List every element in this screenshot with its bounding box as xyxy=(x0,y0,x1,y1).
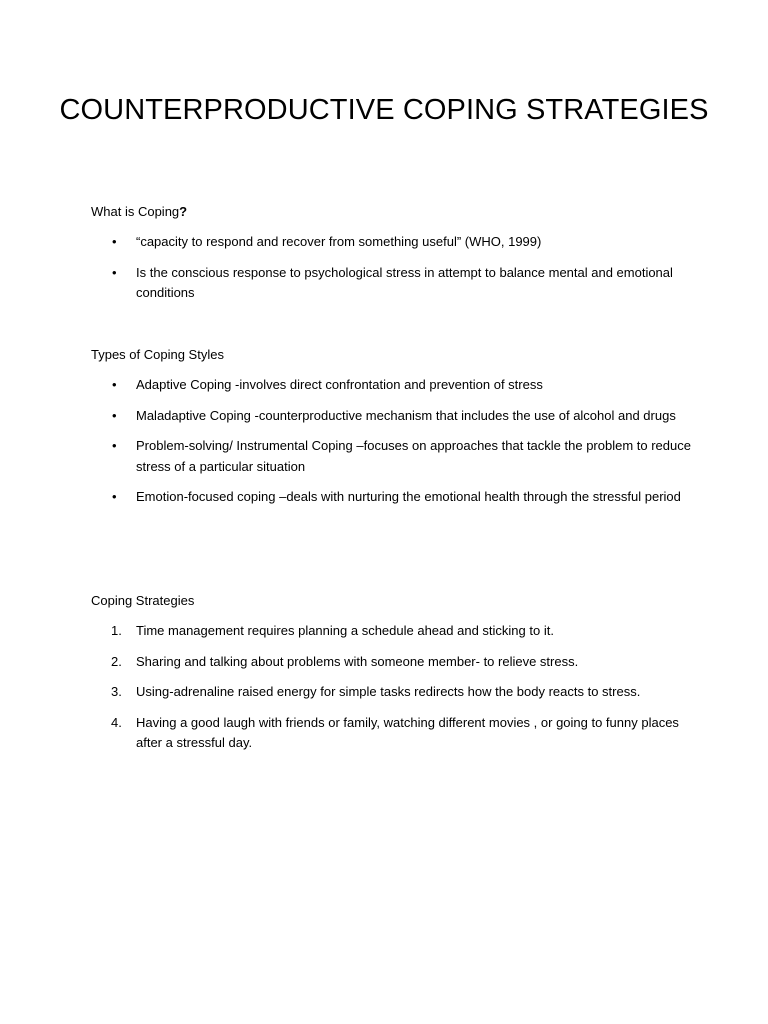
section-types-of-coping-styles xyxy=(91,345,691,518)
page-title: COUNTERPRODUCTIVE COPING STRATEGIES xyxy=(59,94,709,126)
list-item-text: Sharing and talking about problems with someone member- to relieve stress. xyxy=(136,653,579,669)
list-number: 4. xyxy=(111,714,122,730)
list-item-text: “capacity to respond and recover from something useful” (WHO, 1999) xyxy=(136,234,542,249)
list-item-text: Emotion-focused coping –deals with nurturing the emotional health through the stressful period xyxy=(136,489,681,504)
bullet-icon: • xyxy=(112,264,117,280)
section-heading: Types of Coping Styles xyxy=(91,347,224,362)
bullet-icon: • xyxy=(112,377,117,392)
list-item-text: Having a good laugh with friends or family, watching different movies , or going to funny places after a stressful day. xyxy=(136,714,679,750)
list-item xyxy=(91,621,691,642)
list-item xyxy=(91,375,691,396)
section-heading xyxy=(91,202,691,222)
list-item xyxy=(91,682,691,703)
list-item xyxy=(91,406,691,427)
bullet-icon: • xyxy=(112,234,117,249)
bullet-list xyxy=(91,232,691,304)
list-item xyxy=(91,436,691,477)
bullet-icon: • xyxy=(112,438,117,453)
list-item-text: Problem-solving/ Instrumental Coping –focuses on approaches that tackle the problem to reduce stress of a particular situation xyxy=(136,438,691,474)
heading-text: What is Coping xyxy=(91,204,180,219)
list-item xyxy=(91,652,691,673)
bullet-icon: • xyxy=(112,489,117,504)
list-item-text: Maladaptive Coping -counterproductive mechanism that includes the use of alcohol and drugs xyxy=(136,407,676,423)
list-item-text: Using-adrenaline raised energy for simple tasks redirects how the body reacts to stress. xyxy=(136,684,641,699)
list-item xyxy=(91,487,691,508)
list-number: 3. xyxy=(111,684,122,699)
list-item-text: Time management requires planning a schedule ahead and sticking to it. xyxy=(136,623,554,638)
bullet-list xyxy=(91,375,691,508)
list-item-text: Is the conscious response to psychological stress in attempt to balance mental and emotional conditions xyxy=(136,264,673,300)
section-what-is-coping xyxy=(91,202,691,314)
numbered-list xyxy=(91,621,691,754)
bullet-icon: • xyxy=(112,407,117,423)
section-coping-strategies xyxy=(91,591,691,764)
list-item xyxy=(91,232,691,253)
section-heading: Coping Strategies xyxy=(91,593,195,608)
list-number: 1. xyxy=(111,623,122,638)
list-item xyxy=(91,713,691,754)
heading-question-mark: ? xyxy=(179,204,188,219)
list-item xyxy=(91,263,691,304)
list-number: 2. xyxy=(111,653,122,669)
list-item-text: Adaptive Coping -involves direct confrontation and prevention of stress xyxy=(136,377,543,392)
